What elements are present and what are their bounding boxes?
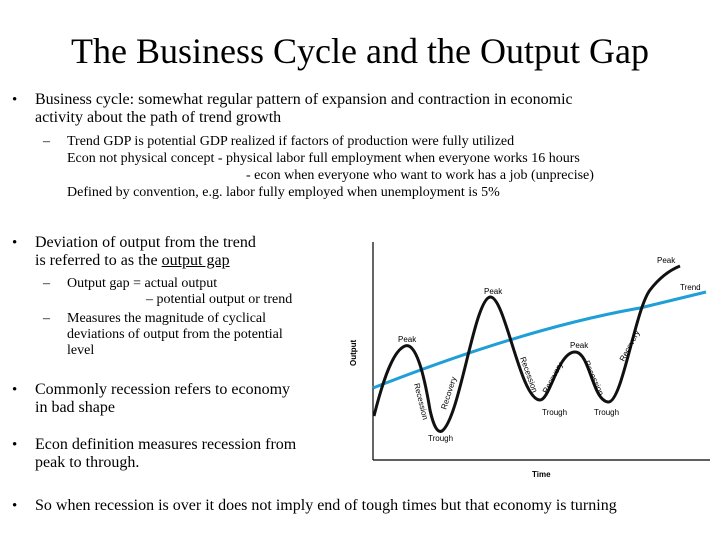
bullet-marker: • [12,437,18,453]
sub-1-1-line-4: Defined by convention, e.g. labor fully employed when unemployment is 5% [67,185,500,200]
sub-2-1-line-2: – potential output or trend [146,292,293,307]
output-curve [374,266,680,431]
bullet-4-line-1: Econ definition measures recession from [35,436,297,453]
bullet-4-line-2: peak to through. [35,454,140,471]
phase-label: Recession [582,359,606,397]
trough-label: Trough [428,434,454,443]
peak-label: Peak [570,341,589,350]
phase-label: Recovery [540,360,565,395]
output-gap-term: output gap [161,252,230,269]
bullet-marker: • [12,92,18,108]
sub-1-1-line-1: Trend GDP is potential GDP realized if factors of production were fully utilized [67,134,515,149]
trend-line [373,292,706,388]
sub-2-1-line-1: Output gap = actual output [67,276,218,291]
phase-label: Recovery [439,375,459,411]
bullet-3-line-1: Commonly recession refers to economy [35,381,291,398]
sub-2-2-line-3: level [67,343,95,358]
sub-1-1-line-2: Econ not physical concept - physical labor full employment when everyone works 16 hours [67,151,580,166]
peak-label: Peak [398,335,417,344]
dash-marker: – [43,134,50,149]
phase-label: Recession [412,382,430,421]
bullet-1-line-2: activity about the path of trend growth [35,109,282,126]
dash-marker: – [43,276,50,291]
y-axis-label: Output [349,339,358,366]
bullet-1-line-1: Business cycle: somewhat regular pattern of expansion and contraction in economic [35,91,573,108]
x-axis-label: Time [532,470,551,479]
slide-title: The Business Cycle and the Output Gap [71,31,649,71]
sub-2-2-line-2: deviations of output from the potential [67,327,283,342]
trend-label: Trend [680,283,701,292]
bullet-5-line-1: So when recession is over it does not imply end of tough times but that economy is turning [35,497,617,514]
phase-label: Recession [518,355,540,394]
trough-label: Trough [594,408,620,417]
bullet-3-line-2: in bad shape [35,399,115,416]
bullet-2-line-2: is referred to as the output gap [35,252,230,269]
phase-label: Recovery [617,328,642,363]
dash-marker: – [43,311,50,326]
trough-label: Trough [542,408,568,417]
bullet-marker: • [12,382,18,398]
peak-label: Peak [657,256,676,265]
sub-2-2-line-1: Measures the magnitude of cyclical [67,311,267,326]
bullet-marker: • [12,498,18,514]
peak-label: Peak [484,287,503,296]
sub-1-1-line-3: - econ when everyone who want to work has a job (unprecise) [246,168,594,183]
bullet-2-line-1: Deviation of output from the trend [35,234,256,251]
bullet-marker: • [12,235,18,251]
